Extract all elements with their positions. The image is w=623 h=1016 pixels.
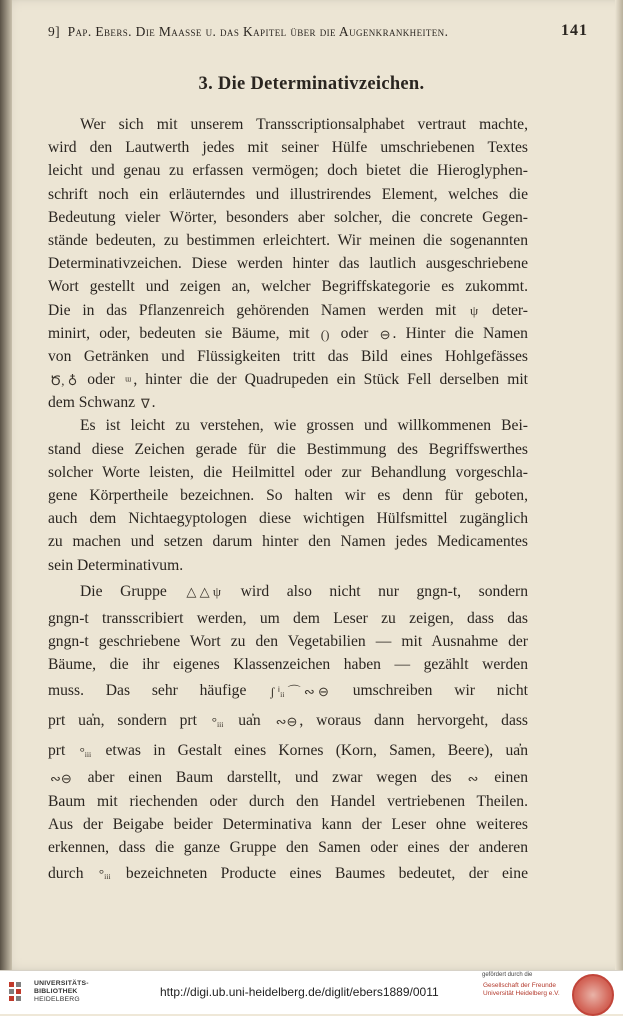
text-line: leicht und genau zu erfassen vermögen; doch bietet die Hieroglyphen- xyxy=(48,162,528,180)
text-segment: , hinter die der Quadrupeden ein Stück Fell derselben mit xyxy=(133,371,528,389)
text-line xyxy=(48,676,528,706)
library-name xyxy=(34,980,89,1004)
page-gutter-shadow xyxy=(0,0,12,970)
text-line: Wer sich mit unserem Transscriptionsalphabet vertraut machte, xyxy=(80,116,528,133)
text-line: Aus der Beigabe beider Determinativa kann der Leser ohne weiteres xyxy=(48,815,528,833)
prt-uan-hieroglyph-group-icon: ʃ ⁱᵢᵢ ⌒ ∾ ⊖ xyxy=(270,683,329,699)
text-segment: oder xyxy=(340,324,369,342)
running-header xyxy=(48,24,588,40)
text-segment: Die in das Pflanzenreich gehörenden Namen werden mit xyxy=(48,301,457,319)
text-segment: . xyxy=(151,394,156,412)
text-line: Bedeutung vieler Wörter, besonders aber solcher, die concrete Gegen- xyxy=(48,208,528,226)
sponsor-name-line: Universität Heidelberg e.V. xyxy=(483,990,560,997)
text-line xyxy=(48,391,528,414)
grain-hieroglyph-icon: °ᵢᵢᵢ xyxy=(98,866,111,882)
text-segment: dem Schwanz xyxy=(48,394,136,412)
text-line xyxy=(48,736,528,766)
university-seal-icon xyxy=(572,974,614,1016)
text-segment: deter- xyxy=(491,301,528,319)
text-segment: prt xyxy=(48,742,66,760)
gngn-hieroglyph-group-icon: △ △ ψ xyxy=(186,584,222,600)
text-segment: oder xyxy=(87,371,115,389)
text-line xyxy=(48,322,528,345)
text-line: Determinativzeichen. Diese werden hinter das lautlich ausgeschriebene xyxy=(48,255,528,273)
text-segment: einen xyxy=(494,769,528,787)
library-name-line: UNIVERSITÄTS- xyxy=(34,980,89,987)
text-line xyxy=(48,766,528,789)
text-line: erkennen, dass die ganze Gruppe den Samen oder eines der anderen xyxy=(48,838,528,856)
text-line xyxy=(48,577,528,607)
vessel-hieroglyph-icon: ᵚ xyxy=(125,372,132,388)
text-line: Wort gestellt und zeigen an, welcher Begriffskategorie es zukommt. xyxy=(48,278,528,296)
university-library-logo-icon xyxy=(8,980,30,1004)
text-segment: umschreiben wir nicht xyxy=(352,682,528,700)
sponsor-name xyxy=(483,982,560,998)
text-line: wird den Lautwerth jedes mit seiner Hülfe umschriebenen Textes xyxy=(48,139,528,157)
text-line xyxy=(48,368,528,391)
text-segment: aber einen Baum darstellt, und zwar wegen des xyxy=(87,769,452,787)
plant-hieroglyph-icon: ψ xyxy=(470,303,479,319)
tree-wood-hieroglyph-icon: ∾⊖ xyxy=(50,771,72,787)
text-line: stand diese Zeichen gerade für die Bestimmung des Begriffswerthes xyxy=(48,440,528,458)
text-segment: . Hinter die Namen xyxy=(392,324,528,342)
section-title: 3. Die Determinativzeichen. xyxy=(198,74,425,94)
text-segment: ua̓n xyxy=(238,712,261,730)
tree-hieroglyph-icon: () xyxy=(320,326,330,342)
sponsor-name-line: Gesellschaft der Freunde xyxy=(483,982,556,989)
header-left: 9] xyxy=(48,24,61,39)
text-segment: Die Gruppe xyxy=(80,582,167,600)
text-line xyxy=(48,706,528,736)
library-name-line: BIBLIOTHEK xyxy=(34,988,78,995)
text-line: Bäume, die ihr eigenes Klassenzeichen haben — gezählt werden xyxy=(48,656,528,674)
text-line: sein Determinativum. xyxy=(48,556,184,574)
text-segment: minirt, oder, bedeuten sie Bäume, mit xyxy=(48,324,310,342)
body-text xyxy=(48,113,528,889)
text-line: zu machen und setzen darum hinter den Namen jedes Medicamentes xyxy=(48,533,528,551)
tree-wood-hieroglyph-icon: ∾⊖ xyxy=(275,713,298,729)
text-line: schrift noch ein erläuterndes und illustrirendes Element, welches die xyxy=(48,185,528,203)
page-number: 141 xyxy=(561,22,588,39)
text-line: gngn-t transscribiert werden, um dem Leser zu zeigen, dass das xyxy=(48,609,528,627)
text-line xyxy=(48,299,528,322)
text-segment: prt ua̓n, sondern prt xyxy=(48,712,197,730)
text-segment: wird also nicht nur gngn-t, sondern xyxy=(240,582,529,600)
vessel-hieroglyph-icon: Ծ, ♁ xyxy=(50,372,78,388)
text-line xyxy=(48,859,528,889)
text-segment: muss. Das sehr häufige xyxy=(48,682,247,700)
text-segment: durch xyxy=(48,865,84,883)
text-line: Baum mit riechenden oder durch den Handel vertriebenen Theilen. xyxy=(48,792,528,810)
text-segment: , woraus dann hervorgeht, dass xyxy=(299,712,528,730)
page-edge xyxy=(615,0,623,970)
text-line: von Getränken und Flüssigkeiten tritt das Bild eines Hohlgefässes xyxy=(48,347,528,365)
hide-tail-hieroglyph-icon: ∇ xyxy=(140,396,150,412)
permalink-url[interactable]: http://digi.ub.uni-heidelberg.de/diglit/ebers1889/0011 xyxy=(160,985,439,999)
text-line: solcher Worte leisten, die Heilmittel oder zur Behandlung vorgeschla- xyxy=(48,463,528,481)
wood-hieroglyph-icon: ∾ xyxy=(467,771,479,787)
text-line: gene Körpertheile bezeichnen. So halten wir es denn für geboten, xyxy=(48,487,528,504)
wood-hieroglyph-icon: ⊖ xyxy=(379,326,391,342)
header-running-title: Pap. Ebers. Die Maasse u. das Kapitel über die Augenkrankheiten. xyxy=(67,24,449,39)
viewer-footer xyxy=(0,970,623,1014)
grain-hieroglyph-icon: °ᵢᵢᵢ xyxy=(211,713,224,729)
funded-by-label: gefördert durch die xyxy=(482,972,533,978)
text-line: Es ist leicht zu verstehen, wie grossen und willkommenen Bei- xyxy=(80,417,528,435)
grain-hieroglyph-icon: °ᵢᵢᵢ xyxy=(79,743,92,759)
text-segment: etwas in Gestalt eines Kornes (Korn, Samen, Beere), ua̓n xyxy=(105,742,528,760)
library-name-line: HEIDELBERG xyxy=(34,996,80,1003)
text-line: stände bedeuten, zu bestimmen erleichtert. Wir meinen die sogenannten xyxy=(48,231,528,249)
text-line: auch dem Nichtaegyptologen diese wichtigen Hülfsmittel zugänglich xyxy=(48,510,528,528)
text-line: gngn-t geschriebene Wort zu den Vegetabilien — mit Ausnahme der xyxy=(48,632,528,650)
text-segment: bezeichneten Producte eines Baumes bedeutet, der eine xyxy=(125,865,528,883)
